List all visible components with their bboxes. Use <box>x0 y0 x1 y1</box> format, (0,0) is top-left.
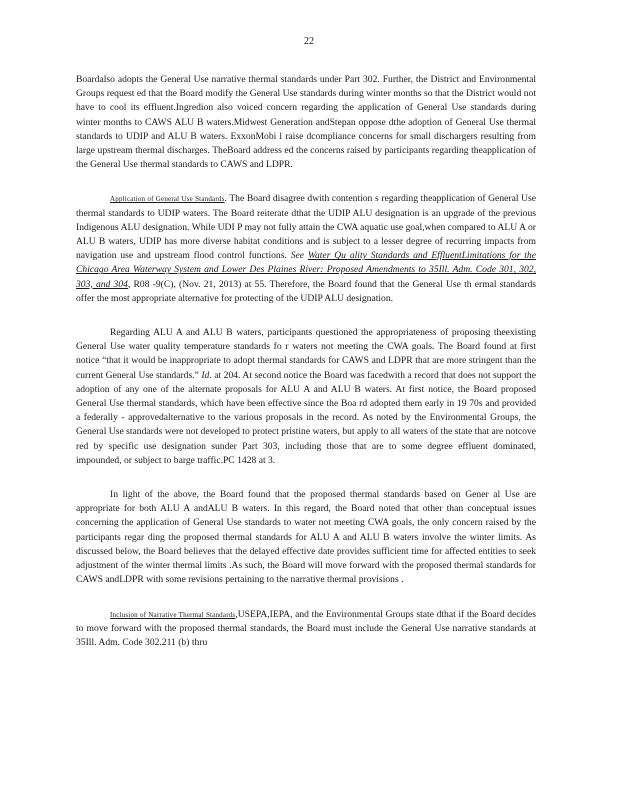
paragraph-2-text: . The Board disagree dwith contention s regarding theapplication of General Use thermal standards to UDIP waters. The Board reiterate dthat the UDIP ALU designation is an upgrade of the previous Indigenous ALU designation. While UDI P may not fully attain the CWA aquatic use goal,when compared to ALU A or ALU B waters, UDIP has more diverse habitat conditions and is subject to a lesser degree of recurring impacts from navigation use and upstream flood control functions. <box>76 193 536 262</box>
paragraph-3-text-end: at 204. At second notice the Board was facedwith a record that does not support the adoption of any one of the alternate proposals for ALU A and ALU B waters. At first notice, the Board proposed General Use thermal standards, which have been effective since the Boa rd adopted them early in 19 70s and provided a federally - approvedalternative to the various proposals in the record. As noted by the Environmental Groups, the General Use standards were not developed to protect pristine waters, but apply to all waters of the state that are notcove red by specific use designation sunder Part 303, including those that are to some degree effluent dominated, impounded, or subject to barge traffic.PC 1428 at 3. <box>76 369 536 466</box>
section-heading-inclusion: Inclusion of Narrative Thermal Standards <box>110 610 236 619</box>
paragraph-2 <box>76 192 536 306</box>
paragraph-4: In light of the above, the Board found that the proposed thermal standards based on Gener al Use are appropriate for both ALU A andALU B waters. In this regard, the Board noted that other than conceptual issues concerning the application of General Use standards to water not meeting CWA goals, the only concern raised by the participants regar ding the proposed thermal standards for ALU A and ALU B waters involve the winter limits. As discussed below, the Board believes that the delayed effective date provides sufficient time for affected entities to seek adjustment of the winter thermal limits .As such, the Board will move forward with the proposed thermal standards for CAWS andLDPR with some revisions pertaining to the narrative thermal provisions . <box>76 489 536 586</box>
see-signal: See <box>290 250 305 262</box>
paragraph-5-text: ,USEPA,IEPA, and the Environmental Groups state dthat if the Board decides to move forward with the proposed thermal standards, the Board must include the General Use narrative standards at 35Ill. Adm. Code 302.211 (b) thru <box>76 608 536 648</box>
paragraph-1: Boardalso adopts the General Use narrative thermal standards under Part 302. Further, the District and Environmental Groups request ed that the Board modify the General Use standards during winter months so that the District would not have to cool its effluent.Ingredion also voiced concern regarding the application of General Use standards during winter months to CAWS ALU B waters.Midwest Generation andStepan oppose dthe adoption of General Use thermal standards to UDIP and ALU B waters. ExxonMobi l raise dcompliance concerns for small dischargers resulting from large upstream thermal discharges. TheBoard address ed the concerns raised by participants regarding theapplication of the General Use thermal standards to CAWS and LDPR. <box>76 74 536 171</box>
paragraph-3 <box>76 326 536 468</box>
paragraph-2-text-end: , R08 -9(C), (Nov. 21, 2013) at 55. Therefore, the Board found that the General Use th ermal standards offer the most appropriate alternative for protecting of the UDIP ALU designation. <box>76 278 536 304</box>
body-text <box>76 73 536 670</box>
id-signal: Id. <box>201 369 212 381</box>
paragraph-5 <box>76 608 536 651</box>
paragraph-3-text: Regarding ALU A and ALU B waters, participants questioned the appropriateness of proposing theexisting General Use water quality temperature standards fo r waters not meeting the CWA goals. The Board found at first notice “that it would be inappropriate to adopt thermal standards for CAWS and LDPR that are more stringent than the current General Use standards.” <box>76 327 536 381</box>
case-citation: Water Qu ality Standards and EffluentLimitations for the Chicago Area Waterway System and Lower Des Plaines River: Proposed Amendments to 35Ill. Adm. Code 301, 302, 303, and 304 <box>76 250 536 290</box>
page-number: 22 <box>304 36 314 47</box>
section-heading-application: Application of General Use Standards <box>110 195 225 204</box>
